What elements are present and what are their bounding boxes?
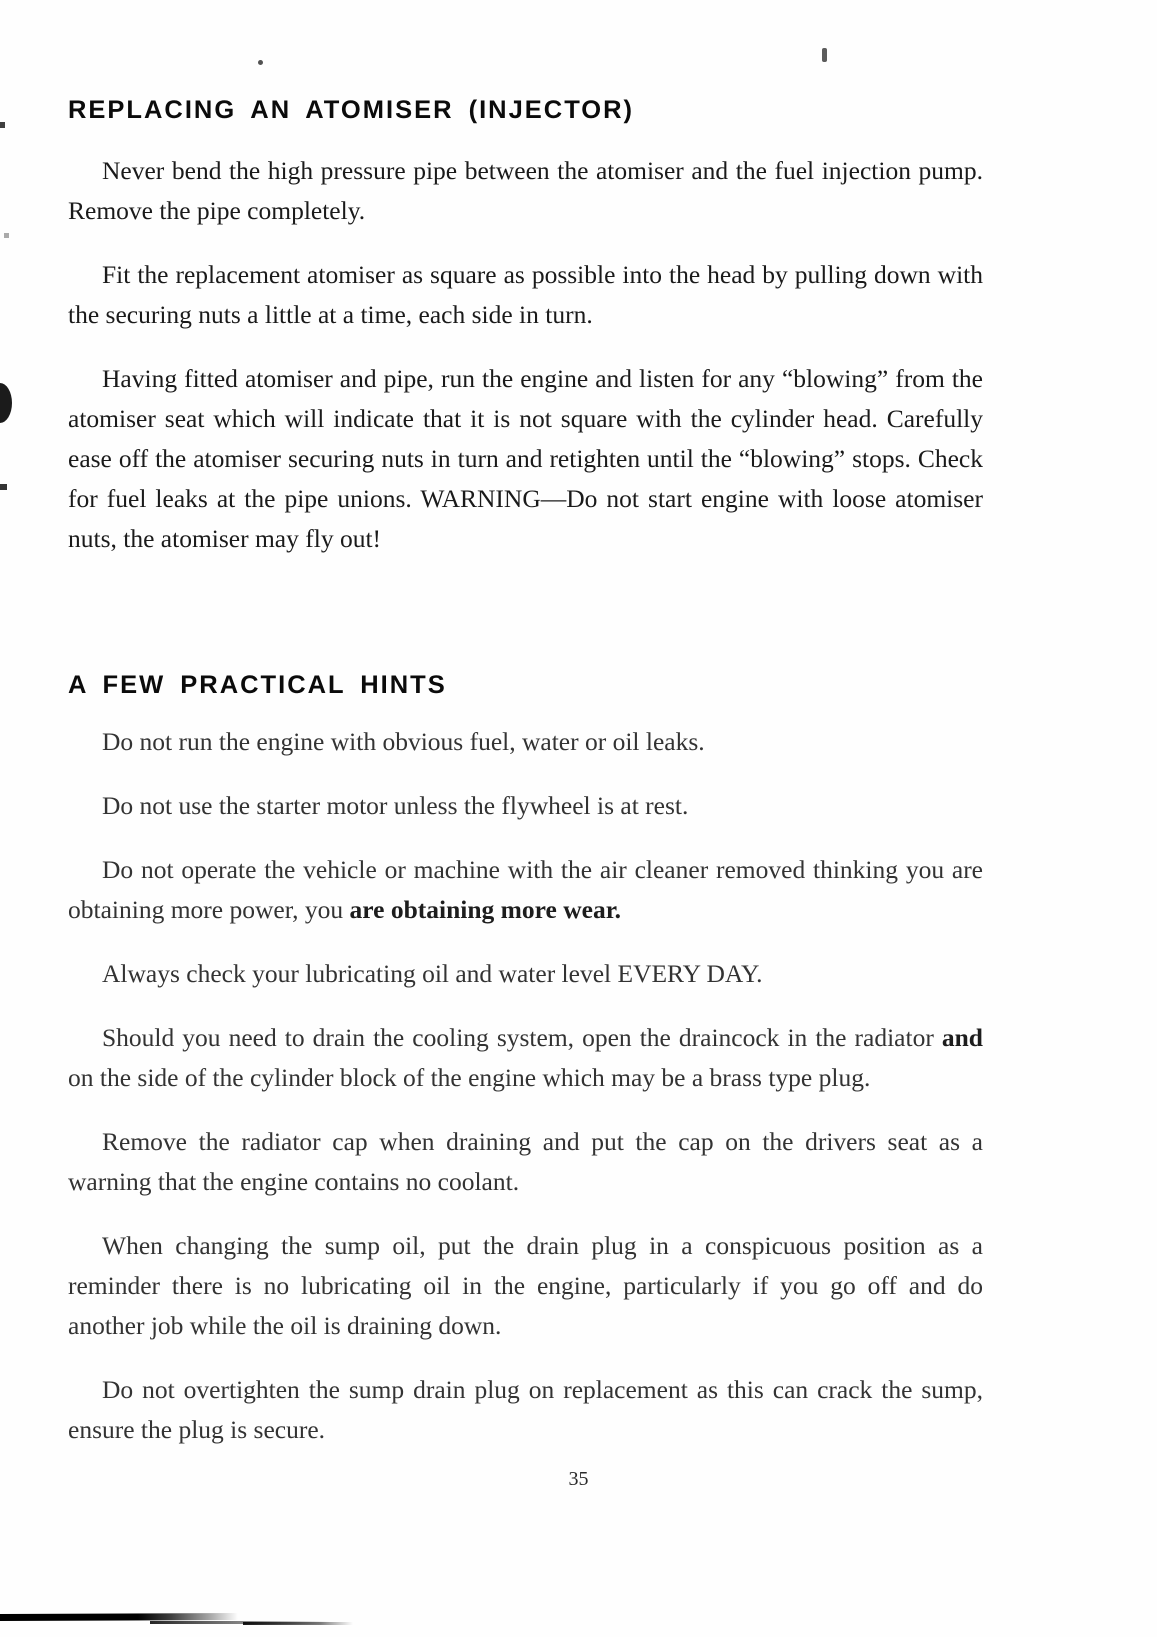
scan-edge-blob-artifact	[0, 383, 12, 423]
paragraph: Fit the replacement atomiser as square as possible into the head by pulling down with the securing nuts a little at a time, each side in turn.	[68, 260, 983, 329]
hint-text: Always check your lubricating oil and water level EVERY DAY.	[102, 959, 763, 988]
section-practical-hints	[68, 671, 983, 1450]
hint-item	[68, 850, 983, 930]
section-heading: A FEW PRACTICAL HINTS	[68, 671, 447, 699]
hint-text: Do not use the starter motor unless the flywheel is at rest.	[102, 791, 689, 820]
hint-text: Do not run the engine with obvious fuel, water or oil leaks.	[102, 727, 705, 756]
hint-item	[68, 1122, 983, 1202]
hint-item	[68, 722, 983, 762]
hint-item	[68, 1226, 983, 1346]
hint-text: Do not overtighten the sump drain plug on replacement as this can crack the sump, ensure the plug is secure.	[68, 1375, 983, 1444]
hint-text: Remove the radiator cap when draining and put the cap on the drivers seat as a warning that the engine contains no coolant.	[68, 1127, 983, 1196]
hint-item	[68, 786, 983, 826]
page-number: 35	[568, 1468, 589, 1490]
scan-speck-artifact	[258, 60, 263, 65]
hint-text: When changing the sump oil, put the drain plug in a conspicuous position as a reminder there is no lubricating oil in the engine, particularly if you go off and do another job while the oil is draining down.	[68, 1231, 983, 1340]
scan-bottom-edge-artifact	[0, 1613, 238, 1621]
hint-text: Do not operate the vehicle or machine with the air cleaner removed thinking you are obtaining more power, you	[68, 855, 983, 924]
section-spacer	[68, 559, 983, 671]
page-body	[68, 96, 983, 1450]
hint-item	[68, 1370, 983, 1450]
hint-emphasis: and	[941, 1023, 983, 1052]
scan-edge-artifact	[0, 484, 7, 490]
hint-item	[68, 1018, 983, 1098]
hint-text: Should you need to drain the cooling system, open the draincock in the radiator	[102, 1023, 942, 1052]
page-title: REPLACING AN ATOMISER (INJECTOR)	[68, 96, 635, 124]
scan-edge-artifact	[4, 233, 9, 238]
paragraph: Having fitted atomiser and pipe, run the engine and listen for any “blowing” from the atomiser seat which will indicate that it is not square with the cylinder head. Carefully ease off the atomiser securing nuts in turn and retighten until the “blowing” stops. Check for fuel leaks at the pipe unions. WARNING—Do not start engine with loose atomiser nuts, the atomiser may fly out!	[68, 364, 983, 553]
hint-emphasis: are obtaining more wear.	[349, 895, 622, 924]
scan-edge-artifact	[0, 122, 5, 128]
scan-speck-artifact	[822, 48, 827, 62]
paragraph: Never bend the high pressure pipe between the atomiser and the fuel injection pump. Remove the pipe completely.	[68, 156, 983, 225]
section-replacing-atomiser	[68, 96, 983, 559]
scan-bottom-edge-artifact	[243, 1622, 353, 1625]
hint-text-tail: on the side of the cylinder block of the engine which may be a brass type plug.	[68, 1063, 871, 1092]
hint-item	[68, 954, 983, 994]
